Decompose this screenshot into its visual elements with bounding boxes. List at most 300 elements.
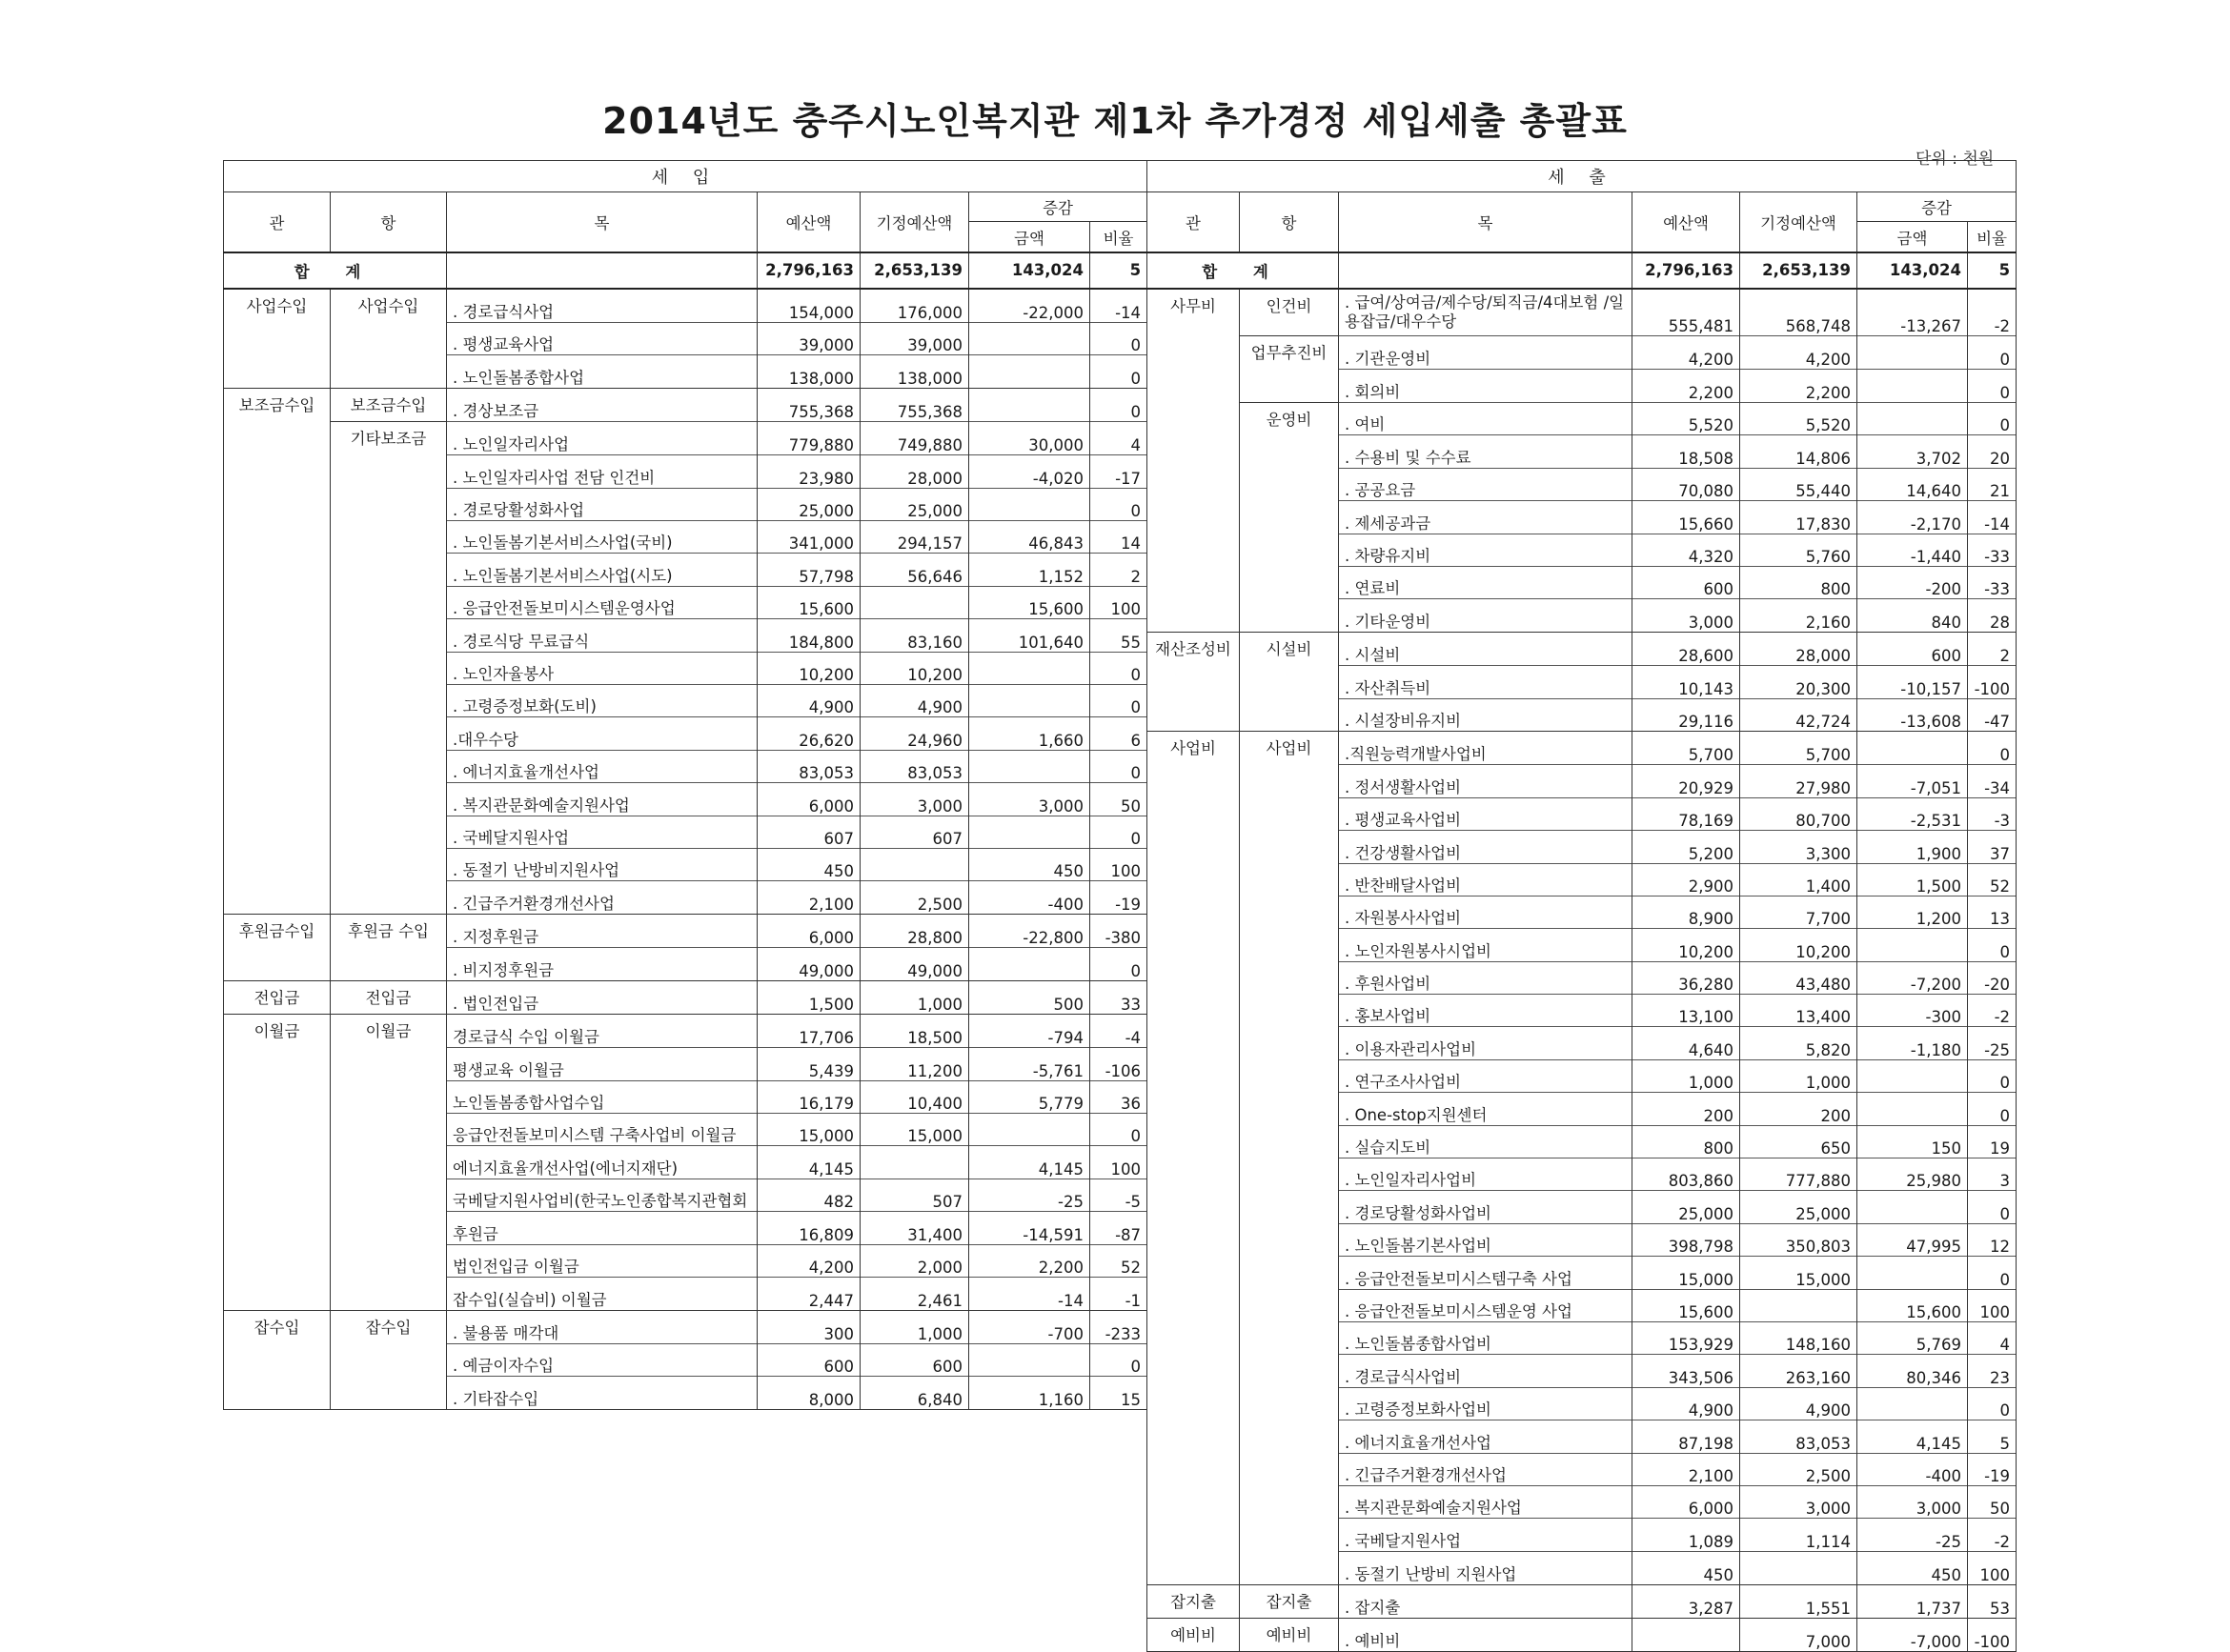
income-cell-amount: 1,160 bbox=[969, 1377, 1090, 1410]
income-cell-budget: 15,600 bbox=[758, 586, 861, 618]
income-cell-gwan bbox=[224, 1343, 331, 1376]
income-total-ratio: 5 bbox=[1090, 252, 1147, 289]
income-cell-mok: . 고령증정보화(도비) bbox=[447, 684, 758, 716]
expense-header-budget: 예산액 bbox=[1632, 192, 1740, 252]
expense-cell-hang bbox=[1240, 1420, 1339, 1453]
expense-cell-amount: 150 bbox=[1857, 1125, 1968, 1158]
expense-cell-ratio: 0 bbox=[1968, 1059, 2017, 1092]
expense-cell-budget: 803,860 bbox=[1632, 1158, 1740, 1191]
income-cell-prior: 83,160 bbox=[861, 619, 969, 652]
expense-cell-budget: 2,100 bbox=[1632, 1453, 1740, 1485]
income-cell-budget: 600 bbox=[758, 1343, 861, 1376]
income-cell-ratio: 0 bbox=[1090, 816, 1147, 848]
expense-cell-budget: 5,200 bbox=[1632, 831, 1740, 863]
income-cell-mok: . 노인일자리사업 전담 인건비 bbox=[447, 455, 758, 488]
income-cell-budget: 16,809 bbox=[758, 1212, 861, 1244]
expense-cell-gwan bbox=[1147, 666, 1240, 698]
expense-cell-ratio: 50 bbox=[1968, 1485, 2017, 1518]
income-cell-budget: 1,500 bbox=[758, 980, 861, 1014]
income-cell-prior: 56,646 bbox=[861, 554, 969, 586]
income-cell-mok: . 노인돌봄종합사업 bbox=[447, 355, 758, 389]
income-cell-prior: 28,000 bbox=[861, 455, 969, 488]
expense-table-row bbox=[1147, 1453, 2017, 1485]
expense-cell-gwan bbox=[1147, 1289, 1240, 1321]
expense-cell-ratio: 0 bbox=[1968, 1387, 2017, 1420]
income-cell-mok: 국베달지원사업비(한국노인종합복지관협회 bbox=[447, 1179, 758, 1211]
income-cell-mok: . 예금이자수입 bbox=[447, 1343, 758, 1376]
income-cell-gwan bbox=[224, 948, 331, 981]
income-cell-gwan bbox=[224, 1179, 331, 1211]
expense-cell-budget: 13,100 bbox=[1632, 995, 1740, 1027]
expense-table-row bbox=[1147, 732, 2017, 765]
expense-cell-prior: 80,700 bbox=[1740, 797, 1857, 830]
expense-cell-gwan bbox=[1147, 1093, 1240, 1125]
income-cell-ratio: 6 bbox=[1090, 717, 1147, 750]
income-cell-amount: -25 bbox=[969, 1179, 1090, 1211]
income-cell-mok: 잡수입(실습비) 이월금 bbox=[447, 1278, 758, 1311]
expense-cell-ratio: 5 bbox=[1968, 1420, 2017, 1453]
expense-cell-mok: . 노인자원봉사시업비 bbox=[1339, 929, 1632, 961]
income-cell-gwan bbox=[224, 455, 331, 488]
income-section-header: 세 입 bbox=[224, 161, 1147, 192]
expense-cell-mok: . 회의비 bbox=[1339, 369, 1632, 402]
income-cell-gwan bbox=[224, 1146, 331, 1179]
expense-cell-gwan bbox=[1147, 534, 1240, 566]
expense-cell-mok: . 노인돌봄기본사업비 bbox=[1339, 1223, 1632, 1256]
income-cell-mok: . 기타잡수입 bbox=[447, 1377, 758, 1410]
expense-table-row bbox=[1147, 995, 2017, 1027]
expense-cell-budget: 10,143 bbox=[1632, 666, 1740, 698]
income-cell-mok: . 동절기 난방비지원사업 bbox=[447, 848, 758, 880]
income-cell-gwan: 잡수입 bbox=[224, 1310, 331, 1343]
expense-table-row bbox=[1147, 1355, 2017, 1387]
expense-cell-mok: . 긴급주거환경개선사업 bbox=[1339, 1453, 1632, 1485]
expense-table-row bbox=[1147, 1223, 2017, 1256]
income-cell-amount: -22,800 bbox=[969, 915, 1090, 948]
income-cell-hang bbox=[331, 652, 447, 684]
income-cell-prior: 18,500 bbox=[861, 1015, 969, 1048]
expense-cell-budget: 70,080 bbox=[1632, 468, 1740, 500]
expense-cell-amount: 3,000 bbox=[1857, 1485, 1968, 1518]
income-cell-ratio: 100 bbox=[1090, 848, 1147, 880]
expense-cell-prior: 28,000 bbox=[1740, 633, 1857, 666]
expense-cell-ratio: 23 bbox=[1968, 1355, 2017, 1387]
income-header-budget: 예산액 bbox=[758, 192, 861, 252]
expense-cell-amount: 840 bbox=[1857, 599, 1968, 633]
expense-cell-mok: . 자산취득비 bbox=[1339, 666, 1632, 698]
expense-cell-ratio: 13 bbox=[1968, 896, 2017, 928]
income-cell-mok: . 노인돌봄기본서비스사업(시도) bbox=[447, 554, 758, 586]
income-cell-amount bbox=[969, 816, 1090, 848]
expense-cell-mok: . 정서생활사업비 bbox=[1339, 765, 1632, 797]
expense-cell-budget: 1,000 bbox=[1632, 1059, 1740, 1092]
income-table-row bbox=[224, 1343, 1147, 1376]
income-cell-gwan bbox=[224, 1048, 331, 1080]
expense-cell-prior bbox=[1740, 1289, 1857, 1321]
income-table-row bbox=[224, 521, 1147, 554]
income-cell-prior: 39,000 bbox=[861, 322, 969, 354]
expense-cell-gwan bbox=[1147, 1223, 1240, 1256]
income-cell-amount: 500 bbox=[969, 980, 1090, 1014]
income-cell-gwan bbox=[224, 355, 331, 389]
expense-cell-budget: 4,640 bbox=[1632, 1027, 1740, 1059]
expense-cell-prior: 1,551 bbox=[1740, 1584, 1857, 1618]
expense-cell-ratio: -100 bbox=[1968, 666, 2017, 698]
expense-table-row bbox=[1147, 929, 2017, 961]
income-table-row bbox=[224, 1048, 1147, 1080]
expense-total-ratio: 5 bbox=[1968, 252, 2017, 289]
income-cell-gwan bbox=[224, 816, 331, 848]
income-cell-prior: 83,053 bbox=[861, 750, 969, 782]
income-cell-budget: 2,100 bbox=[758, 881, 861, 915]
expense-cell-amount: -200 bbox=[1857, 567, 1968, 599]
expense-cell-hang bbox=[1240, 567, 1339, 599]
income-cell-amount: 450 bbox=[969, 848, 1090, 880]
expense-cell-budget: 10,200 bbox=[1632, 929, 1740, 961]
income-cell-gwan bbox=[224, 717, 331, 750]
income-table-row bbox=[224, 816, 1147, 848]
expense-cell-ratio: -2 bbox=[1968, 289, 2017, 336]
income-cell-budget: 450 bbox=[758, 848, 861, 880]
expense-cell-amount: -10,157 bbox=[1857, 666, 1968, 698]
expense-cell-hang bbox=[1240, 1519, 1339, 1551]
expense-cell-gwan bbox=[1147, 335, 1240, 369]
income-cell-gwan bbox=[224, 1080, 331, 1113]
expense-cell-hang bbox=[1240, 1387, 1339, 1420]
income-cell-mok: . 경로당활성화사업 bbox=[447, 488, 758, 520]
income-cell-amount bbox=[969, 355, 1090, 389]
income-cell-mok: . 경로급식사업 bbox=[447, 289, 758, 322]
income-cell-gwan bbox=[224, 1114, 331, 1146]
income-table-row bbox=[224, 455, 1147, 488]
income-cell-ratio: 0 bbox=[1090, 322, 1147, 354]
expense-cell-mok: . 평생교육사업비 bbox=[1339, 797, 1632, 830]
income-cell-budget: 2,447 bbox=[758, 1278, 861, 1311]
income-cell-mok: . 법인전입금 bbox=[447, 980, 758, 1014]
expense-cell-prior: 350,803 bbox=[1740, 1223, 1857, 1256]
expense-cell-gwan: 예비비 bbox=[1147, 1619, 1240, 1652]
expense-header-amount: 금액 bbox=[1857, 222, 1968, 252]
expense-cell-ratio: 12 bbox=[1968, 1223, 2017, 1256]
expense-cell-mok: . 수용비 및 수수료 bbox=[1339, 435, 1632, 468]
income-cell-budget: 607 bbox=[758, 816, 861, 848]
income-cell-hang bbox=[331, 816, 447, 848]
expense-table-row bbox=[1147, 666, 2017, 698]
expense-cell-budget: 5,520 bbox=[1632, 402, 1740, 435]
income-cell-mok: .대우수당 bbox=[447, 717, 758, 750]
income-cell-hang bbox=[331, 521, 447, 554]
income-cell-budget: 17,706 bbox=[758, 1015, 861, 1048]
income-header-hang: 항 bbox=[331, 192, 447, 252]
expense-cell-gwan bbox=[1147, 1387, 1240, 1420]
income-cell-ratio: 0 bbox=[1090, 488, 1147, 520]
income-total-label: 합 계 bbox=[224, 252, 447, 289]
income-cell-budget: 779,880 bbox=[758, 422, 861, 455]
expense-cell-amount: -2,170 bbox=[1857, 501, 1968, 534]
expense-cell-gwan bbox=[1147, 567, 1240, 599]
expense-cell-mok: . 응급안전돌보미시스템운영 사업 bbox=[1339, 1289, 1632, 1321]
expense-table-row bbox=[1147, 1257, 2017, 1289]
expense-cell-prior: 5,820 bbox=[1740, 1027, 1857, 1059]
income-header-change: 증감 bbox=[969, 192, 1147, 222]
income-cell-mok: . 복지관문화예술지원사업 bbox=[447, 783, 758, 816]
expense-cell-budget: 2,200 bbox=[1632, 369, 1740, 402]
expense-cell-ratio: 4 bbox=[1968, 1322, 2017, 1355]
expense-cell-hang: 인건비 bbox=[1240, 289, 1339, 336]
expense-cell-ratio: 0 bbox=[1968, 335, 2017, 369]
expense-cell-prior: 1,000 bbox=[1740, 1059, 1857, 1092]
expense-cell-ratio: 19 bbox=[1968, 1125, 2017, 1158]
expense-table-row bbox=[1147, 1551, 2017, 1584]
expense-cell-prior: 14,806 bbox=[1740, 435, 1857, 468]
income-header-amount: 금액 bbox=[969, 222, 1090, 252]
income-cell-amount: 46,843 bbox=[969, 521, 1090, 554]
income-table-row bbox=[224, 881, 1147, 915]
income-cell-prior: 15,000 bbox=[861, 1114, 969, 1146]
income-table-row bbox=[224, 422, 1147, 455]
expense-cell-amount: -7,051 bbox=[1857, 765, 1968, 797]
income-cell-ratio: 0 bbox=[1090, 948, 1147, 981]
expense-cell-hang bbox=[1240, 765, 1339, 797]
expense-cell-ratio: -2 bbox=[1968, 1519, 2017, 1551]
expense-table-row bbox=[1147, 599, 2017, 633]
income-cell-ratio: -17 bbox=[1090, 455, 1147, 488]
income-cell-ratio: -4 bbox=[1090, 1015, 1147, 1048]
expense-cell-mok: . 고령증정보화사업비 bbox=[1339, 1387, 1632, 1420]
expense-cell-ratio: -33 bbox=[1968, 567, 2017, 599]
expense-cell-mok: . 후원사업비 bbox=[1339, 961, 1632, 994]
expense-cell-hang bbox=[1240, 666, 1339, 698]
income-table-row bbox=[224, 1377, 1147, 1410]
income-cell-prior: 600 bbox=[861, 1343, 969, 1376]
income-cell-hang bbox=[331, 1377, 447, 1410]
income-cell-ratio: 36 bbox=[1090, 1080, 1147, 1113]
income-cell-mok: 응급안전돌보미시스템 구축사업비 이월금 bbox=[447, 1114, 758, 1146]
income-cell-prior: 6,840 bbox=[861, 1377, 969, 1410]
income-cell-amount bbox=[969, 488, 1090, 520]
income-cell-ratio: 52 bbox=[1090, 1244, 1147, 1277]
expense-table-row bbox=[1147, 1289, 2017, 1321]
expense-cell-gwan bbox=[1147, 1420, 1240, 1453]
income-cell-gwan: 이월금 bbox=[224, 1015, 331, 1048]
expense-header-prior: 기정예산액 bbox=[1740, 192, 1857, 252]
income-cell-hang: 이월금 bbox=[331, 1015, 447, 1048]
income-cell-amount: -4,020 bbox=[969, 455, 1090, 488]
income-table-row bbox=[224, 1278, 1147, 1311]
income-cell-hang bbox=[331, 1146, 447, 1179]
income-cell-hang bbox=[331, 881, 447, 915]
income-table-row bbox=[224, 554, 1147, 586]
expense-cell-prior: 15,000 bbox=[1740, 1257, 1857, 1289]
expense-cell-amount bbox=[1857, 369, 1968, 402]
income-table-row bbox=[224, 322, 1147, 354]
expense-cell-prior bbox=[1740, 1551, 1857, 1584]
expense-cell-budget: 398,798 bbox=[1632, 1223, 1740, 1256]
income-cell-ratio: -19 bbox=[1090, 881, 1147, 915]
expense-cell-hang: 운영비 bbox=[1240, 402, 1339, 435]
expense-cell-budget: 78,169 bbox=[1632, 797, 1740, 830]
expense-cell-budget: 800 bbox=[1632, 1125, 1740, 1158]
income-table-row bbox=[224, 915, 1147, 948]
income-table-row bbox=[224, 652, 1147, 684]
expense-cell-amount: 1,737 bbox=[1857, 1584, 1968, 1618]
income-cell-amount: 1,152 bbox=[969, 554, 1090, 586]
expense-table-row bbox=[1147, 1125, 2017, 1158]
expense-cell-gwan bbox=[1147, 1125, 1240, 1158]
expense-cell-amount bbox=[1857, 335, 1968, 369]
expense-cell-ratio: 20 bbox=[1968, 435, 2017, 468]
expense-section-header: 세 출 bbox=[1147, 161, 2017, 192]
expense-cell-mok: . 동절기 난방비 지원사업 bbox=[1339, 1551, 1632, 1584]
expense-table-row bbox=[1147, 1059, 2017, 1092]
expense-table-row bbox=[1147, 1158, 2017, 1191]
income-cell-hang: 사업수입 bbox=[331, 289, 447, 322]
income-cell-ratio: 15 bbox=[1090, 1377, 1147, 1410]
expense-cell-amount bbox=[1857, 1093, 1968, 1125]
income-table-row bbox=[224, 717, 1147, 750]
income-total-prior: 2,653,139 bbox=[861, 252, 969, 289]
expense-cell-prior: 3,000 bbox=[1740, 1485, 1857, 1518]
income-cell-hang bbox=[331, 848, 447, 880]
expense-cell-ratio: 0 bbox=[1968, 402, 2017, 435]
income-cell-hang bbox=[331, 586, 447, 618]
income-cell-amount bbox=[969, 750, 1090, 782]
income-cell-budget: 6,000 bbox=[758, 915, 861, 948]
income-cell-hang bbox=[331, 1278, 447, 1311]
income-cell-amount: 3,000 bbox=[969, 783, 1090, 816]
expense-cell-mok: . 경로급식사업비 bbox=[1339, 1355, 1632, 1387]
expense-cell-hang: 잡지출 bbox=[1240, 1584, 1339, 1618]
expense-cell-hang bbox=[1240, 1059, 1339, 1092]
income-cell-budget: 755,368 bbox=[758, 388, 861, 421]
expense-cell-prior: 7,700 bbox=[1740, 896, 1857, 928]
expense-cell-prior: 27,980 bbox=[1740, 765, 1857, 797]
expense-cell-budget: 4,900 bbox=[1632, 1387, 1740, 1420]
expense-cell-gwan bbox=[1147, 863, 1240, 896]
income-total-budget: 2,796,163 bbox=[758, 252, 861, 289]
income-cell-ratio: 0 bbox=[1090, 1343, 1147, 1376]
income-cell-prior: 2,500 bbox=[861, 881, 969, 915]
expense-table-row bbox=[1147, 468, 2017, 500]
income-cell-prior: 749,880 bbox=[861, 422, 969, 455]
expense-cell-gwan bbox=[1147, 929, 1240, 961]
expense-cell-amount: -300 bbox=[1857, 995, 1968, 1027]
income-total-mok bbox=[447, 252, 758, 289]
expense-cell-mok: . 노인일자리사업비 bbox=[1339, 1158, 1632, 1191]
expense-cell-amount: 47,995 bbox=[1857, 1223, 1968, 1256]
income-cell-amount: 30,000 bbox=[969, 422, 1090, 455]
expense-cell-hang bbox=[1240, 1125, 1339, 1158]
expense-cell-amount: -13,267 bbox=[1857, 289, 1968, 336]
expense-table-row bbox=[1147, 961, 2017, 994]
expense-table-row bbox=[1147, 831, 2017, 863]
income-cell-amount: 1,660 bbox=[969, 717, 1090, 750]
expense-table-row bbox=[1147, 765, 2017, 797]
income-cell-hang: 보조금수입 bbox=[331, 388, 447, 421]
expense-table-row bbox=[1147, 633, 2017, 666]
expense-cell-prior: 5,520 bbox=[1740, 402, 1857, 435]
expense-cell-amount: 14,640 bbox=[1857, 468, 1968, 500]
expense-cell-gwan bbox=[1147, 1485, 1240, 1518]
expense-cell-budget: 29,116 bbox=[1632, 698, 1740, 732]
income-cell-ratio: 100 bbox=[1090, 1146, 1147, 1179]
expense-cell-amount: 25,980 bbox=[1857, 1158, 1968, 1191]
income-table-row bbox=[224, 1080, 1147, 1113]
expense-cell-hang bbox=[1240, 1093, 1339, 1125]
expense-cell-mok: . 이용자관리사업비 bbox=[1339, 1027, 1632, 1059]
expense-cell-mok: . 차량유지비 bbox=[1339, 534, 1632, 566]
expense-cell-prior: 568,748 bbox=[1740, 289, 1857, 336]
income-cell-hang bbox=[331, 684, 447, 716]
expense-cell-hang bbox=[1240, 534, 1339, 566]
income-cell-mok: 평생교육 이월금 bbox=[447, 1048, 758, 1080]
income-cell-prior: 10,200 bbox=[861, 652, 969, 684]
expense-table-row bbox=[1147, 289, 2017, 336]
expense-cell-amount: -13,608 bbox=[1857, 698, 1968, 732]
income-table-row bbox=[224, 980, 1147, 1014]
income-cell-ratio: -87 bbox=[1090, 1212, 1147, 1244]
expense-table-row bbox=[1147, 402, 2017, 435]
expense-cell-hang bbox=[1240, 1158, 1339, 1191]
expense-cell-prior: 4,200 bbox=[1740, 335, 1857, 369]
expense-cell-mok: .직원능력개발사업비 bbox=[1339, 732, 1632, 765]
expense-cell-hang: 업무추진비 bbox=[1240, 335, 1339, 369]
expense-cell-prior: 1,114 bbox=[1740, 1519, 1857, 1551]
expense-cell-budget: 153,929 bbox=[1632, 1322, 1740, 1355]
expense-cell-prior: 20,300 bbox=[1740, 666, 1857, 698]
expense-table-row bbox=[1147, 1093, 2017, 1125]
expense-cell-hang bbox=[1240, 435, 1339, 468]
income-cell-prior: 3,000 bbox=[861, 783, 969, 816]
expense-cell-hang bbox=[1240, 1257, 1339, 1289]
income-cell-amount: -5,761 bbox=[969, 1048, 1090, 1080]
income-cell-amount: -400 bbox=[969, 881, 1090, 915]
income-cell-ratio: -106 bbox=[1090, 1048, 1147, 1080]
income-cell-mok: . 평생교육사업 bbox=[447, 322, 758, 354]
expense-cell-ratio: 0 bbox=[1968, 732, 2017, 765]
income-cell-hang bbox=[331, 1212, 447, 1244]
expense-cell-amount: -400 bbox=[1857, 1453, 1968, 1485]
income-table-row bbox=[224, 619, 1147, 652]
expense-cell-prior: 2,200 bbox=[1740, 369, 1857, 402]
expense-cell-mok: . 자원봉사사업비 bbox=[1339, 896, 1632, 928]
income-cell-mok: . 경로식당 무료급식 bbox=[447, 619, 758, 652]
expense-table-row bbox=[1147, 369, 2017, 402]
expense-cell-mok: . 여비 bbox=[1339, 402, 1632, 435]
expense-cell-prior: 10,200 bbox=[1740, 929, 1857, 961]
income-table-row bbox=[224, 1146, 1147, 1179]
expense-cell-gwan bbox=[1147, 1519, 1240, 1551]
income-cell-gwan bbox=[224, 684, 331, 716]
expense-cell-prior: 263,160 bbox=[1740, 1355, 1857, 1387]
expense-cell-prior: 3,300 bbox=[1740, 831, 1857, 863]
expense-cell-ratio: 0 bbox=[1968, 1257, 2017, 1289]
income-cell-prior: 294,157 bbox=[861, 521, 969, 554]
income-cell-budget: 138,000 bbox=[758, 355, 861, 389]
expense-cell-hang bbox=[1240, 1027, 1339, 1059]
expense-cell-budget: 600 bbox=[1632, 567, 1740, 599]
expense-cell-prior: 43,480 bbox=[1740, 961, 1857, 994]
document-title: 2014년도 충주시노인복지관 제1차 추가경정 세입세출 총괄표 bbox=[602, 100, 1628, 142]
income-cell-ratio: 4 bbox=[1090, 422, 1147, 455]
expense-cell-budget: 4,320 bbox=[1632, 534, 1740, 566]
income-cell-hang bbox=[331, 1244, 447, 1277]
expense-cell-gwan bbox=[1147, 1257, 1240, 1289]
income-cell-gwan bbox=[224, 783, 331, 816]
expense-cell-prior: 25,000 bbox=[1740, 1191, 1857, 1223]
expense-cell-hang bbox=[1240, 929, 1339, 961]
expense-cell-budget: 28,600 bbox=[1632, 633, 1740, 666]
